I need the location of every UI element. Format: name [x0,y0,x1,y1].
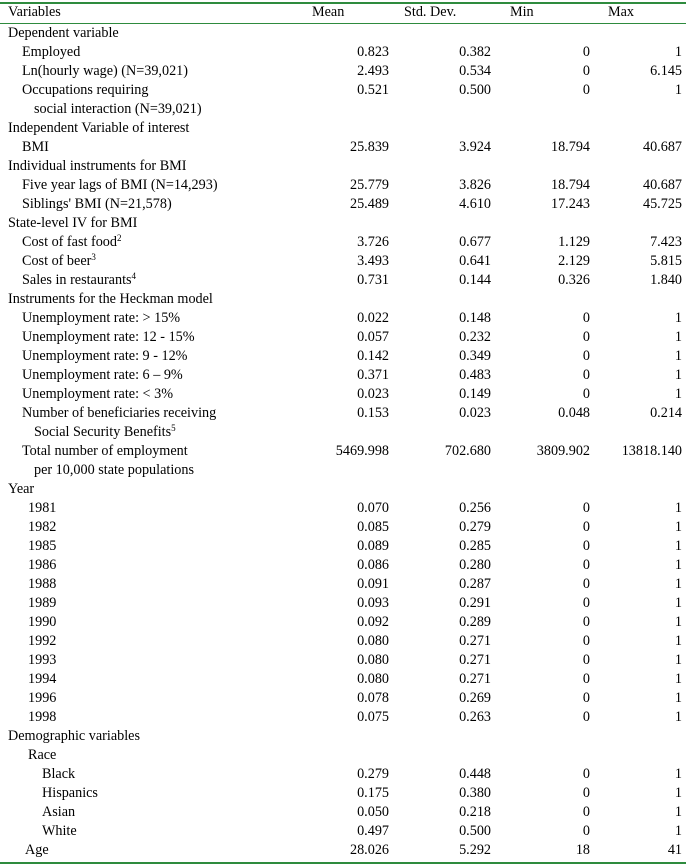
footnote-marker: 3 [91,252,96,262]
std-dev-value: 3.924 [459,139,491,155]
row-label-text: Occupations requiring [22,82,149,98]
std-dev-value: 0.271 [459,633,491,649]
max-value: 1 [674,576,682,592]
row-label [28,575,56,594]
row-label-text: State-level IV for BMI [8,215,138,231]
header-min: Min [510,4,534,20]
row-label-text: Black [42,766,76,782]
table-row [0,461,686,480]
mean-value: 5469.998 [335,443,389,459]
row-label [34,461,194,480]
row-label [8,480,34,499]
min-value: 0 [582,766,590,782]
row-label [8,290,213,309]
row-label [8,157,187,176]
max-value: 1 [674,614,682,630]
table-row [0,632,686,651]
mean-value: 0.078 [357,690,389,706]
min-value: 0 [582,785,590,801]
row-label-text: Unemployment rate: > 15% [22,310,181,326]
row-label [28,518,56,537]
row-label-text: Instruments for the Heckman model [8,291,213,307]
mean-value: 0.050 [357,804,389,820]
row-label [28,670,56,689]
mean-value: 0.142 [357,348,389,364]
min-value: 0 [582,633,590,649]
mean-value: 3.493 [357,253,389,269]
mean-value: 0.080 [357,671,389,687]
std-dev-value: 702.680 [444,443,491,459]
row-label-text: Asian [42,804,76,820]
std-dev-value: 0.677 [459,234,491,250]
row-label [28,746,56,765]
table-row [0,765,686,784]
min-value: 1.129 [558,234,590,250]
row-label [22,366,183,385]
table-row [0,62,686,81]
row-label [34,100,202,119]
table-row [0,480,686,499]
table-row [0,290,686,309]
max-value: 1 [674,82,682,98]
table-row [0,556,686,575]
row-label-text: 1985 [28,538,57,554]
max-value: 1 [674,348,682,364]
table-row [0,499,686,518]
max-value: 41 [667,842,682,858]
table-row [0,651,686,670]
min-value: 18.794 [550,177,590,193]
row-label [22,81,148,100]
mean-value: 0.371 [357,367,389,383]
std-dev-value: 0.263 [459,709,491,725]
std-dev-value: 0.148 [459,310,491,326]
min-value: 0.326 [558,272,590,288]
row-label-text: Unemployment rate: 6 – 9% [22,367,183,383]
row-label-text: 1996 [28,690,57,706]
row-label-text: social interaction (N=39,021) [34,101,202,117]
std-dev-value: 0.218 [459,804,491,820]
row-label [22,309,180,328]
max-value: 0.214 [650,405,682,421]
mean-value: 3.726 [357,234,389,250]
row-label-text: 1986 [28,557,57,573]
row-label-text: Individual instruments for BMI [8,158,187,174]
mean-value: 2.493 [357,63,389,79]
row-label-text: Unemployment rate: 9 - 12% [22,348,188,364]
max-value: 1 [674,595,682,611]
min-value: 0 [582,329,590,345]
row-label [42,803,75,822]
table-row [0,176,686,195]
header-mean: Mean [312,4,345,20]
std-dev-value: 0.287 [459,576,491,592]
table-row [0,442,686,461]
row-label [22,195,172,214]
mean-value: 0.091 [357,576,389,592]
row-label-text: Employed [22,44,81,60]
row-label [28,556,56,575]
row-label-text: 1998 [28,709,57,725]
row-label-text: Unemployment rate: 12 - 15% [22,329,195,345]
mean-value: 0.092 [357,614,389,630]
row-label [22,252,96,271]
row-label-text: Cost of beer [22,253,92,269]
row-label-text: Five year lags of BMI (N=14,293) [22,177,218,193]
footnote-marker: 4 [131,271,137,281]
row-label-text: Hispanics [42,785,98,801]
table-row [0,746,686,765]
table-row [0,708,686,727]
std-dev-value: 0.483 [459,367,491,383]
mean-value: 0.080 [357,652,389,668]
max-value: 1.840 [650,272,682,288]
min-value: 0 [582,44,590,60]
std-dev-value: 0.285 [459,538,491,554]
min-value: 0 [582,367,590,383]
header-std-dev: Std. Dev. [404,4,457,20]
std-dev-value: 0.500 [459,82,491,98]
std-dev-value: 0.256 [459,500,491,516]
max-value: 1 [674,709,682,725]
mean-value: 28.026 [349,842,389,858]
min-value: 0 [582,348,590,364]
mean-value: 0.086 [357,557,389,573]
std-dev-value: 3.826 [459,177,491,193]
row-label [42,822,77,841]
mean-value: 25.489 [349,196,389,212]
mean-value: 0.093 [357,595,389,611]
table-row [0,119,686,138]
mean-value: 0.085 [357,519,389,535]
mean-value: 0.279 [357,766,389,782]
min-value: 0 [582,386,590,402]
max-value: 1 [674,329,682,345]
max-value: 7.423 [650,234,682,250]
row-label [28,708,56,727]
table-row [0,670,686,689]
row-label-text: 1988 [28,576,57,592]
std-dev-value: 0.291 [459,595,491,611]
table-row [0,784,686,803]
table-row [0,252,686,271]
mean-value: 0.022 [357,310,389,326]
std-dev-value: 5.292 [459,842,491,858]
min-value: 0 [582,709,590,725]
max-value: 1 [674,500,682,516]
row-label [22,62,188,81]
max-value: 40.687 [642,177,682,193]
row-label [28,613,56,632]
row-label-text: Dependent variable [8,25,119,41]
min-value: 0 [582,804,590,820]
std-dev-value: 4.610 [459,196,491,212]
table-row [0,214,686,233]
min-value: 18.794 [550,139,590,155]
mean-value: 0.057 [357,329,389,345]
footnote-marker: 2 [116,233,122,243]
row-label [42,765,75,784]
row-label-text: 1993 [28,652,57,668]
row-label [8,24,119,43]
mean-value: 0.823 [357,44,389,60]
table-row [0,404,686,423]
max-value: 1 [674,785,682,801]
row-label-text: Demographic variables [8,728,140,744]
table-row [0,271,686,290]
row-label [8,214,137,233]
row-label-text: Unemployment rate: < 3% [22,386,174,402]
row-label [42,784,98,803]
table-row [0,81,686,100]
row-label [25,841,49,860]
table-row [0,43,686,62]
table-body [0,24,686,860]
max-value: 5.815 [650,253,682,269]
bottom-rule [0,862,686,864]
min-value: 0 [582,310,590,326]
min-value: 18 [575,842,590,858]
row-label [22,43,80,62]
row-label [22,385,173,404]
std-dev-value: 0.534 [459,63,491,79]
std-dev-value: 0.380 [459,785,491,801]
table-row [0,518,686,537]
max-value: 6.145 [650,63,682,79]
max-value: 45.725 [642,196,682,212]
max-value: 1 [674,690,682,706]
mean-value: 0.497 [357,823,389,839]
min-value: 0 [582,519,590,535]
min-value: 2.129 [558,253,590,269]
table-row [0,309,686,328]
row-label [8,119,189,138]
row-label [8,727,140,746]
std-dev-value: 0.289 [459,614,491,630]
table-row [0,537,686,556]
row-label [22,138,49,157]
max-value: 1 [674,804,682,820]
std-dev-value: 0.448 [459,766,491,782]
table-row [0,24,686,43]
max-value: 1 [674,671,682,687]
mean-value: 0.521 [357,82,389,98]
mean-value: 25.839 [349,139,389,155]
table-row [0,594,686,613]
max-value: 13818.140 [621,443,682,459]
row-label-text: Cost of fast food [22,234,117,250]
max-value: 1 [674,519,682,535]
min-value: 0 [582,557,590,573]
std-dev-value: 0.023 [459,405,491,421]
max-value: 1 [674,633,682,649]
min-value: 0 [582,823,590,839]
min-value: 0 [582,82,590,98]
std-dev-value: 0.271 [459,652,491,668]
min-value: 0 [582,652,590,668]
row-label [28,499,56,518]
row-label [22,233,121,252]
table-header [0,4,686,23]
table-row [0,727,686,746]
max-value: 1 [674,823,682,839]
table-row [0,100,686,119]
min-value: 0 [582,671,590,687]
max-value: 1 [674,310,682,326]
mean-value: 0.175 [357,785,389,801]
max-value: 1 [674,766,682,782]
row-label [28,632,56,651]
std-dev-value: 0.382 [459,44,491,60]
row-label-text: per 10,000 state populations [34,462,194,478]
row-label-text: Number of beneficiaries receiving [22,405,217,421]
row-label-text: Sales in restaurants [22,272,132,288]
std-dev-value: 0.349 [459,348,491,364]
row-label-text: Year [8,481,35,497]
std-dev-value: 0.641 [459,253,491,269]
row-label-text: 1990 [28,614,57,630]
row-label-text: Social Security Benefits [34,424,172,440]
row-label [22,347,187,366]
mean-value: 0.089 [357,538,389,554]
mean-value: 0.070 [357,500,389,516]
min-value: 3809.902 [536,443,590,459]
mean-value: 0.153 [357,405,389,421]
mean-value: 0.731 [357,272,389,288]
mean-value: 0.080 [357,633,389,649]
table-row [0,822,686,841]
table-row [0,366,686,385]
max-value: 40.687 [642,139,682,155]
max-value: 1 [674,652,682,668]
row-label-text: 1992 [28,633,57,649]
table-row [0,195,686,214]
max-value: 1 [674,44,682,60]
header-max: Max [608,4,635,20]
std-dev-value: 0.500 [459,823,491,839]
row-label [22,404,216,423]
table-row [0,613,686,632]
min-value: 0 [582,63,590,79]
table-row [0,803,686,822]
min-value: 0 [582,538,590,554]
mean-value: 0.075 [357,709,389,725]
table-row [0,138,686,157]
max-value: 1 [674,538,682,554]
min-value: 0 [582,595,590,611]
row-label-text: Total number of employment [22,443,188,459]
row-label-text: BMI [22,139,49,155]
row-label [28,689,56,708]
row-label [28,651,56,670]
std-dev-value: 0.280 [459,557,491,573]
row-label-text: Independent Variable of interest [8,120,190,136]
min-value: 0 [582,690,590,706]
table-row [0,347,686,366]
min-value: 0 [582,500,590,516]
row-label-text: Ln(hourly wage) (N=39,021) [22,63,188,79]
std-dev-value: 0.232 [459,329,491,345]
header-variables: Variables [8,4,61,20]
footnote-marker: 5 [171,423,176,433]
row-label-text: 1994 [28,671,57,687]
min-value: 0 [582,576,590,592]
std-dev-value: 0.149 [459,386,491,402]
table-row [0,423,686,442]
row-label-text: Siblings' BMI (N=21,578) [22,196,172,212]
mean-value: 0.023 [357,386,389,402]
table-row [0,157,686,176]
row-label-text: Race [28,747,57,763]
min-value: 0 [582,614,590,630]
table-row [0,328,686,347]
row-label [34,423,176,442]
min-value: 0.048 [558,405,590,421]
mean-value: 25.779 [349,177,389,193]
table-row [0,841,686,860]
row-label [22,176,218,195]
row-label [22,328,195,347]
table-row [0,233,686,252]
row-label [22,442,188,461]
row-label-text: White [42,823,77,839]
max-value: 1 [674,367,682,383]
table-row [0,689,686,708]
max-value: 1 [674,557,682,573]
row-label [22,271,136,290]
max-value: 1 [674,386,682,402]
row-label [28,537,56,556]
std-dev-value: 0.279 [459,519,491,535]
row-label-text: 1981 [28,500,57,516]
std-dev-value: 0.144 [459,272,491,288]
min-value: 17.243 [550,196,590,212]
row-label-text: 1989 [28,595,57,611]
row-label [28,594,56,613]
table-row [0,575,686,594]
row-label-text: Age [25,842,49,858]
std-dev-value: 0.269 [459,690,491,706]
std-dev-value: 0.271 [459,671,491,687]
table-row [0,385,686,404]
row-label-text: 1982 [28,519,57,535]
